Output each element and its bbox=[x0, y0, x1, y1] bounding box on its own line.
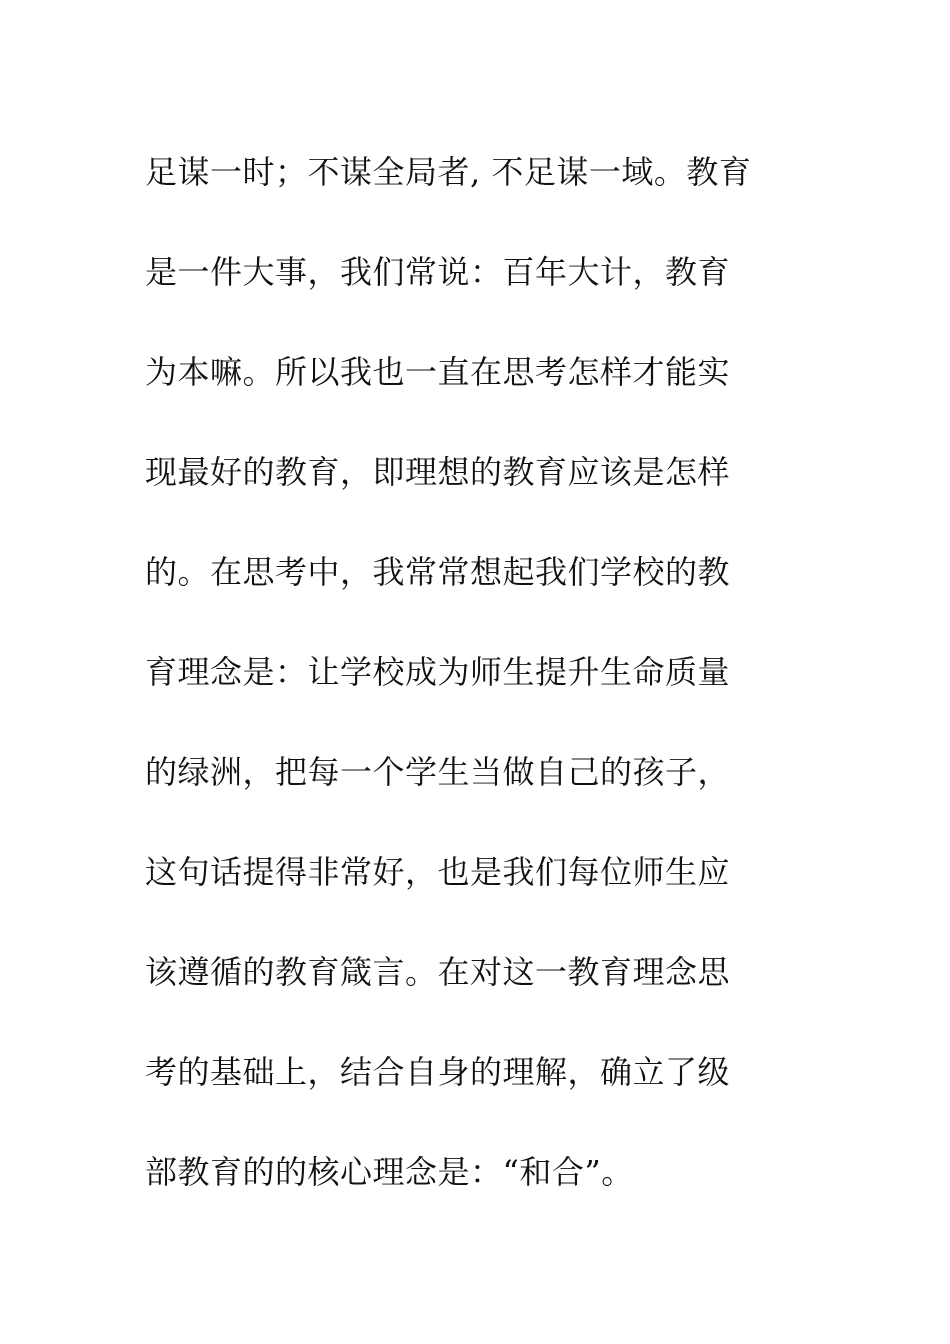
text-line-5: 的。在思考中，我常常想起我们学校的教 bbox=[145, 553, 731, 591]
text-line-4: 现最好的教育，即理想的教育应该是怎样 bbox=[145, 453, 731, 491]
text-line-2: 是一件大事，我们常说：百年大计，教育 bbox=[145, 253, 731, 291]
text-line-11: 部教育的的核心理念是：“和合”。 bbox=[145, 1153, 634, 1191]
text-line-6: 育理念是：让学校成为师生提升生命质量 bbox=[145, 653, 731, 691]
text-line-9: 该遵循的教育箴言。在对这一教育理念思 bbox=[145, 953, 731, 991]
text-line-3: 为本嘛。所以我也一直在思考怎样才能实 bbox=[145, 353, 731, 391]
body-text bbox=[145, 122, 845, 1222]
text-line-1: 足谋一时；不谋全局者, 不足谋一域。教育 bbox=[145, 153, 752, 191]
text-line-8: 这句话提得非常好，也是我们每位师生应 bbox=[145, 853, 731, 891]
text-line-10: 考的基础上，结合自身的理解，确立了级 bbox=[145, 1053, 731, 1091]
text-line-7: 的绿洲，把每一个学生当做自己的孩子， bbox=[145, 753, 731, 791]
